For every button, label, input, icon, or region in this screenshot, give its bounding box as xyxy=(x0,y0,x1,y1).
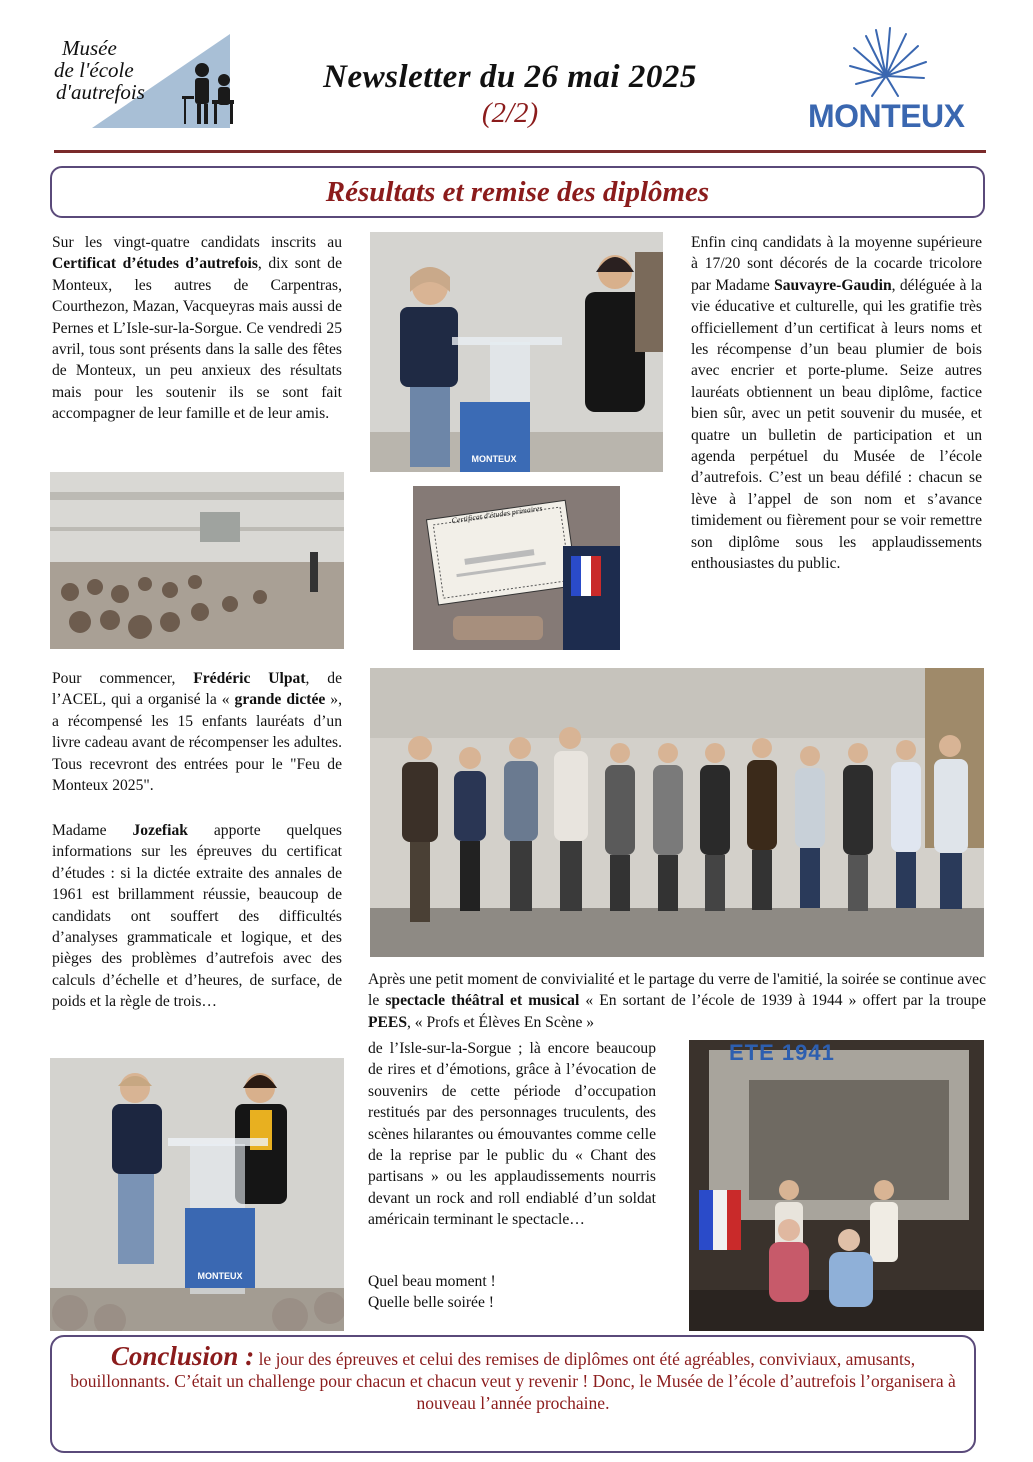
theatre-stage-image xyxy=(689,1040,984,1331)
photo-podium-speaker xyxy=(370,232,663,472)
monteux-logo xyxy=(806,26,992,136)
photo-certificate xyxy=(413,486,620,650)
photo-theatre-stage xyxy=(689,1040,984,1331)
closing-line-2: Quelle belle soirée ! xyxy=(368,1294,494,1311)
monteux-wordmark: MONTEUX xyxy=(808,98,965,134)
two-speakers-image xyxy=(50,1058,344,1331)
podium-sign-text-2: MONTEUX xyxy=(197,1271,243,1281)
hall-audience-image xyxy=(50,472,344,649)
newsletter-header xyxy=(260,58,760,130)
show-intro-paragraph: Après une petit moment de convivialité et le partage du verre de l'amitié, la soirée se continue avec le spectacle théâtral et musical « En sortant de l’école de 1939 à 1944 » offert par la troupe PEES, « Profs et Élèves En Scène » xyxy=(368,971,987,1031)
stage-banner-text: ETE 1941 xyxy=(729,1040,835,1065)
conclusion-text xyxy=(66,1341,960,1414)
newsletter-title: Newsletter du 26 mai 2025 xyxy=(323,59,697,95)
closing-line-1: Quel beau moment ! xyxy=(368,1273,496,1290)
intro-paragraph: Sur les vingt-quatre candidats inscrits au Certificat d’études d’autrefois, dix sont de Monteux, les autres de Carpentras, Courthezon, Mazan, Vacqueyras mais aussi de Pernes et L’Isle-sur-la-Sorgue. Ce vendredi 25 avril, tous sont présents dans la salle des fêtes de Monteux, un peu anxieux des résultats mais pour les soutenir ils se sont fait accompagner de leur famille et de leur amis. xyxy=(52,234,343,423)
section-title-box xyxy=(50,166,985,218)
dictee-paragraph: Pour commencer, Frédéric Ulpat, de l’ACEL, qui a organisé la « grande dictée », a récompensé les 15 enfants lauréats d’un livre cadeau avant de récompenser les adultes. Tous recevront des entrées pour le "Feu de Monteux 2025". xyxy=(52,670,343,795)
photo-group-laureates xyxy=(370,668,984,957)
museum-logo xyxy=(52,30,252,130)
exam-info-paragraph: Madame Jozefiak apporte quelques informations sur les épreuves du certificat d’études : si la dictée extraite des annales de 1961 est brillamment réussie, beaucoup de candidats ont souffert des difficultés d’analyses grammaticale et logique, et des pièges des problèmes d’autrefois avec des calculs d’échelle et d’heures, de surface, de poids et la règle de trois… xyxy=(52,822,342,1011)
firework-icon xyxy=(806,26,992,101)
newsletter-part: (2/2) xyxy=(481,97,539,129)
photo-two-speakers xyxy=(50,1058,344,1331)
header-divider xyxy=(54,150,986,153)
conclusion-label: Conclusion : xyxy=(110,1341,255,1371)
group-laureates-image xyxy=(370,668,984,957)
section-title: Résultats et remise des diplômes xyxy=(325,176,710,208)
logo-line-2: de l'école xyxy=(54,58,134,82)
logo-line-1: Musée xyxy=(62,36,117,60)
photo-hall-audience xyxy=(50,472,344,649)
podium-sign-text: MONTEUX xyxy=(471,454,517,464)
podium-image xyxy=(370,232,663,472)
show-description-paragraph: de l’Isle-sur-la-Sorgue ; là encore beaucoup de rires et d’émotions, grâce à l’évocation de souvenirs de cette période d’occupation restitués par des personnages truculents, des scènes hilarantes ou émouvantes comme celle de la reprise par le public du « Chant des partisans » ou les applaudissements nourris devant un rock and roll endiablé d’un soldat américain terminant le spectacle… xyxy=(368,1040,656,1229)
conclusion-body: le jour des épreuves et celui des remises de diplômes ont été agréables, conviviaux, amusants, bouillonnants. C’était un challenge pour chacun et chacun veut y revenir ! Donc, le Musée de l’école d’autrefois l’organisera à nouveau l’année prochaine. xyxy=(70,1349,956,1413)
conclusion-box xyxy=(50,1335,976,1453)
logo-line-3: d'autrefois xyxy=(56,80,145,104)
ceremony-paragraph: Enfin cinq candidats à la moyenne supérieure à 17/20 sont décorés de la cocarde tricolore par Madame Sauvayre-Gaudin, déléguée à la vie éducative et culturelle, qui les gratifie très officiellement d’un certificat à leurs noms et les récompense d’un beau plumier de bois avec encrier et porte-plume. Seize autres lauréats obtiennent un beau diplôme, factice bien sûr, avec un petit souvenir du musée, et quatre un bulletin de participation et un agenda perpétuel du Musée de l’école d’autrefois. C’est un beau défilé : chacun se lève à l’appel de son nom et s’avance timidement ou fièrement pour se voir remettre son diplôme sous les applaudissements enthousiastes du public. xyxy=(691,234,982,573)
certificate-heading: Certificat d'études primaires xyxy=(450,503,543,526)
